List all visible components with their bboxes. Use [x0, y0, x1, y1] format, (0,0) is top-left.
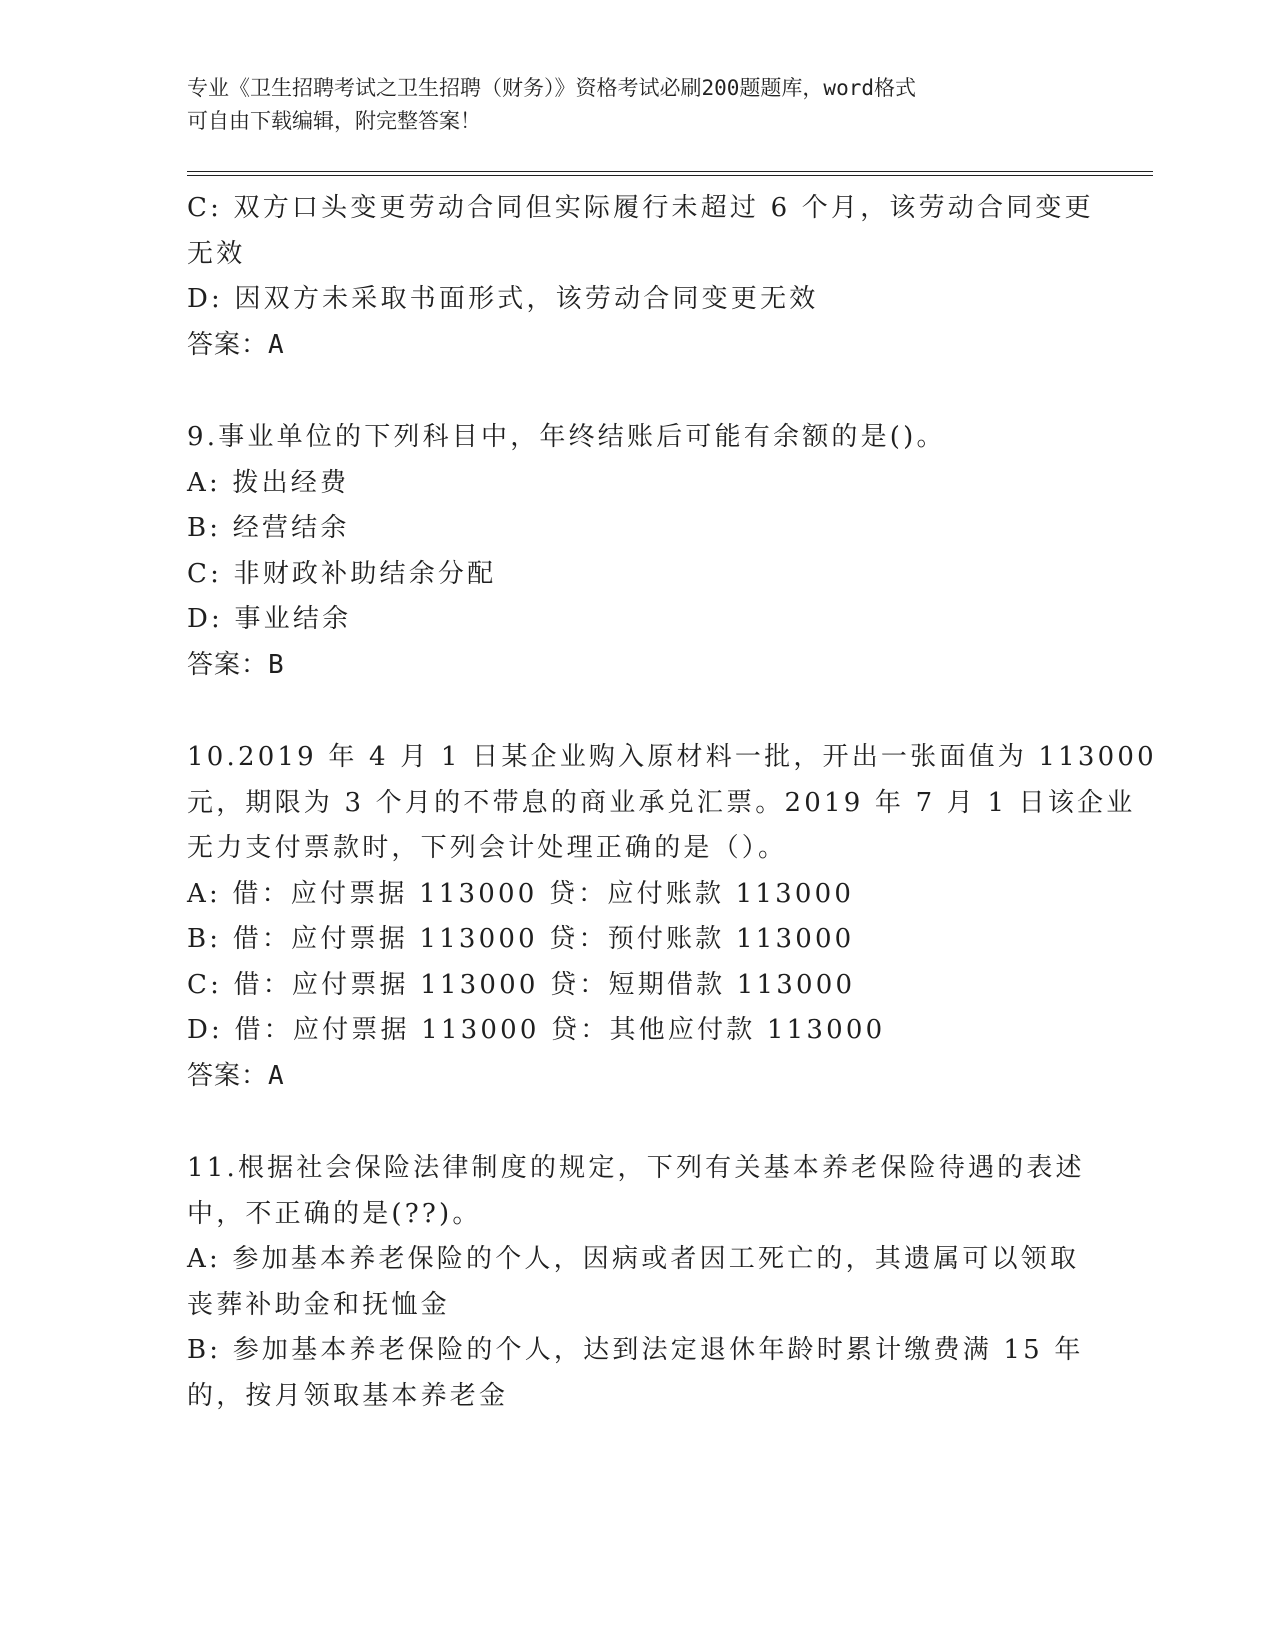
option-d: D: 借：应付票据 113000 贷：其他应付款 113000 [187, 1015, 886, 1045]
question-stem: 元，期限为 3 个月的不带息的商业承兑汇票。2019 年 7 月 1 日该企业 [187, 787, 1136, 818]
option-b: B: 经营结余 [187, 513, 350, 543]
option-c: C: 借：应付票据 113000 贷：短期借款 113000 [187, 969, 856, 1000]
document-header [187, 72, 1067, 138]
question-stem: 无力支付票款时，下列会计处理正确的是（）。 [187, 833, 788, 863]
header-rule-top [187, 171, 1153, 172]
option-d: D: 事业结余 [187, 604, 352, 634]
option-b: B: 参加基本养老保险的个人，达到法定退休年龄时累计缴费满 15 年 [187, 1335, 1084, 1365]
option-a: A: 拨出经费 [187, 467, 350, 498]
question-stem: 中，不正确的是(??)。 [187, 1198, 482, 1229]
question-11 [187, 1146, 1085, 1419]
question-9 [187, 415, 1067, 688]
option-line: D: 因双方未采取书面形式，该劳动合同变更无效 [187, 284, 819, 314]
answer-line: 答案：A [187, 329, 285, 360]
option-line: 无效 [187, 238, 246, 269]
option-b: B: 借：应付票据 113000 贷：预付账款 113000 [187, 924, 855, 954]
header-rule-bottom [187, 175, 1153, 176]
question-stem: 11.根据社会保险法律制度的规定，下列有关基本养老保险待遇的表述 [187, 1153, 1085, 1183]
prev-question [187, 186, 1094, 368]
option-line: C: 双方口头变更劳动合同但实际履行未超过 6 个月，该劳动合同变更 [187, 193, 1094, 223]
header-line-2: 可自由下载编辑，附完整答案！ [187, 109, 481, 133]
option-b: 的，按月领取基本养老金 [187, 1380, 509, 1411]
question-stem: 10.2019 年 4 月 1 日某企业购入原材料一批，开出一张面值为 113000 [187, 742, 1157, 772]
option-a: A: 借：应付票据 113000 贷：应付账款 113000 [187, 878, 855, 909]
question-stem: 9.事业单位的下列科目中，年终结账后可能有余额的是()。 [187, 422, 946, 452]
option-a: 丧葬补助金和抚恤金 [187, 1289, 450, 1320]
answer-line: 答案：B [187, 649, 285, 680]
answer-line: 答案：A [187, 1060, 285, 1091]
option-c: C: 非财政补助结余分配 [187, 558, 497, 589]
header-line-1: 专业《卫生招聘考试之卫生招聘（财务）》资格考试必刷200题题库，word格式 [187, 76, 916, 100]
document-body [187, 186, 1157, 1419]
question-10 [187, 735, 1157, 1099]
option-a: A: 参加基本养老保险的个人，因病或者因工死亡的，其遗属可以领取 [187, 1244, 1080, 1274]
